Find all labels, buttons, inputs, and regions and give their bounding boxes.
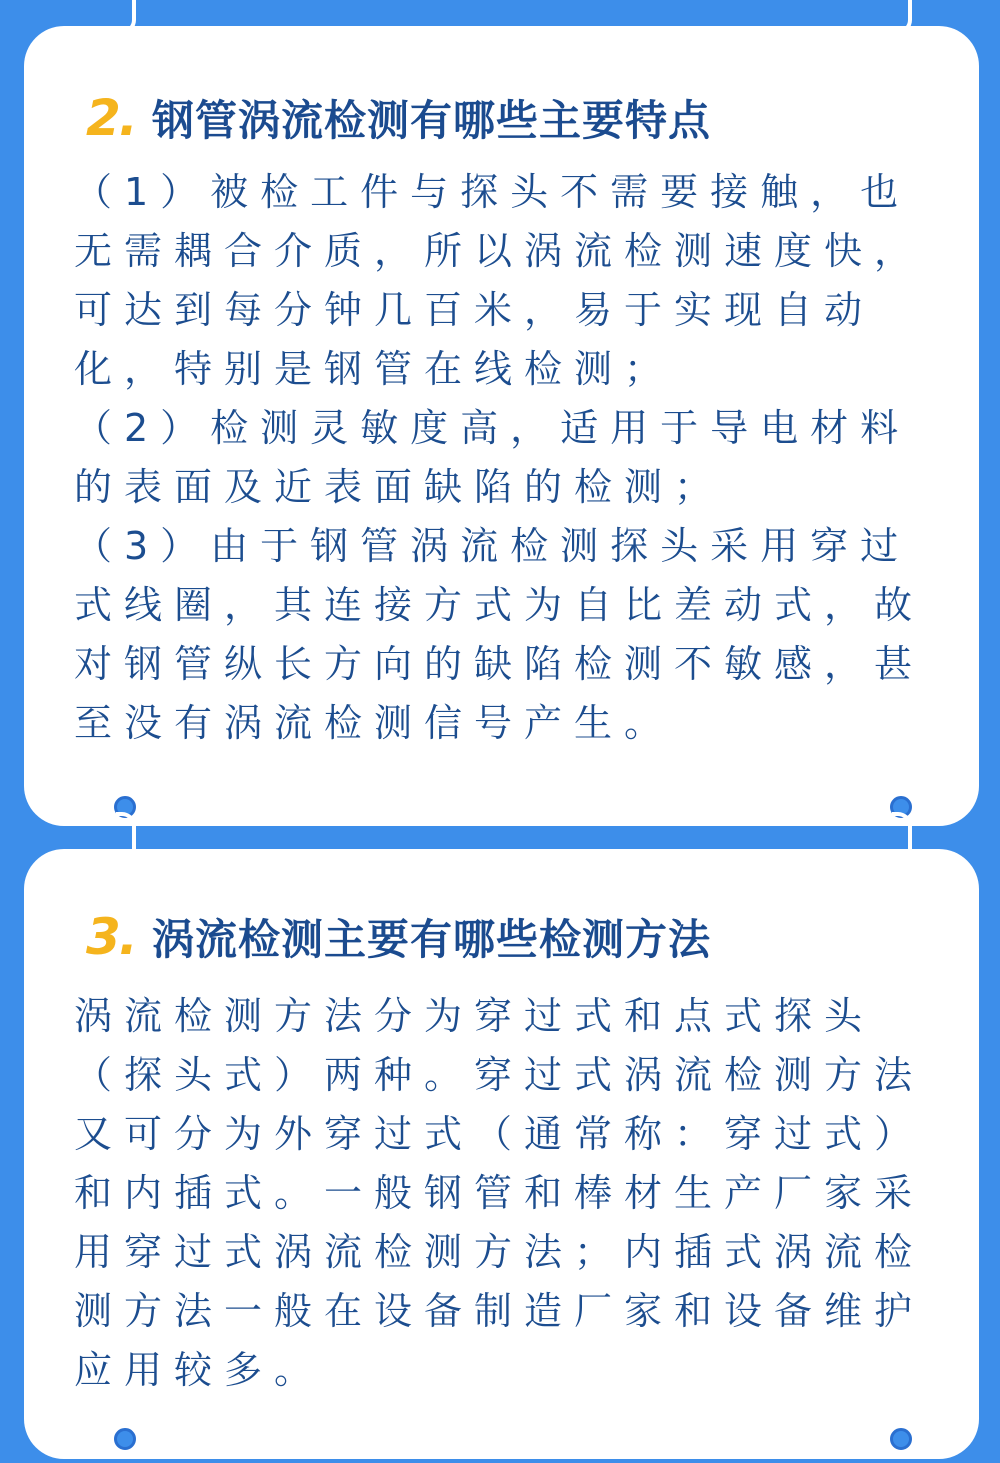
section-heading-2 <box>86 88 711 148</box>
section-heading-3 <box>86 907 711 967</box>
binder-ring-bottom-right <box>890 1428 912 1450</box>
paragraph: 涡流检测方法分为穿过式和点式探头（探头式）两种。穿过式涡流检测方法又可分为外穿过式（通常称：穿过式）和内插式。一般钢管和棒材生产厂家采用穿过式涡流检测方法；内插式涡流检测方法一般在设备制造厂家和设备维护应用较多。 <box>74 994 925 1392</box>
section-number-badge: 2. <box>86 89 136 147</box>
section-number-badge: 3. <box>86 908 136 966</box>
section-title: 钢管涡流检测有哪些主要特点 <box>152 96 712 145</box>
paragraph: （2）检测灵敏度高，适用于导电材料的表面及近表面缺陷的检测； <box>74 406 911 509</box>
binder-ring-bottom-left <box>114 1428 136 1450</box>
section-title: 涡流检测主要有哪些检测方法 <box>152 915 712 964</box>
section-body-2 <box>74 163 929 753</box>
paragraph: （3）由于钢管涡流检测探头采用穿过式线圈，其连接方式为自比差动式，故对钢管纵长方向的缺陷检测不敏感，甚至没有涡流检测信号产生。 <box>74 524 925 745</box>
section-card-2 <box>24 26 979 826</box>
paragraph: （1）被检工件与探头不需要接触，也无需耦合介质，所以涡流检测速度快，可达到每分钟几百米，易于实现自动化，特别是钢管在线检测； <box>74 170 925 391</box>
section-body-3 <box>74 987 929 1400</box>
section-card-3 <box>24 849 979 1459</box>
